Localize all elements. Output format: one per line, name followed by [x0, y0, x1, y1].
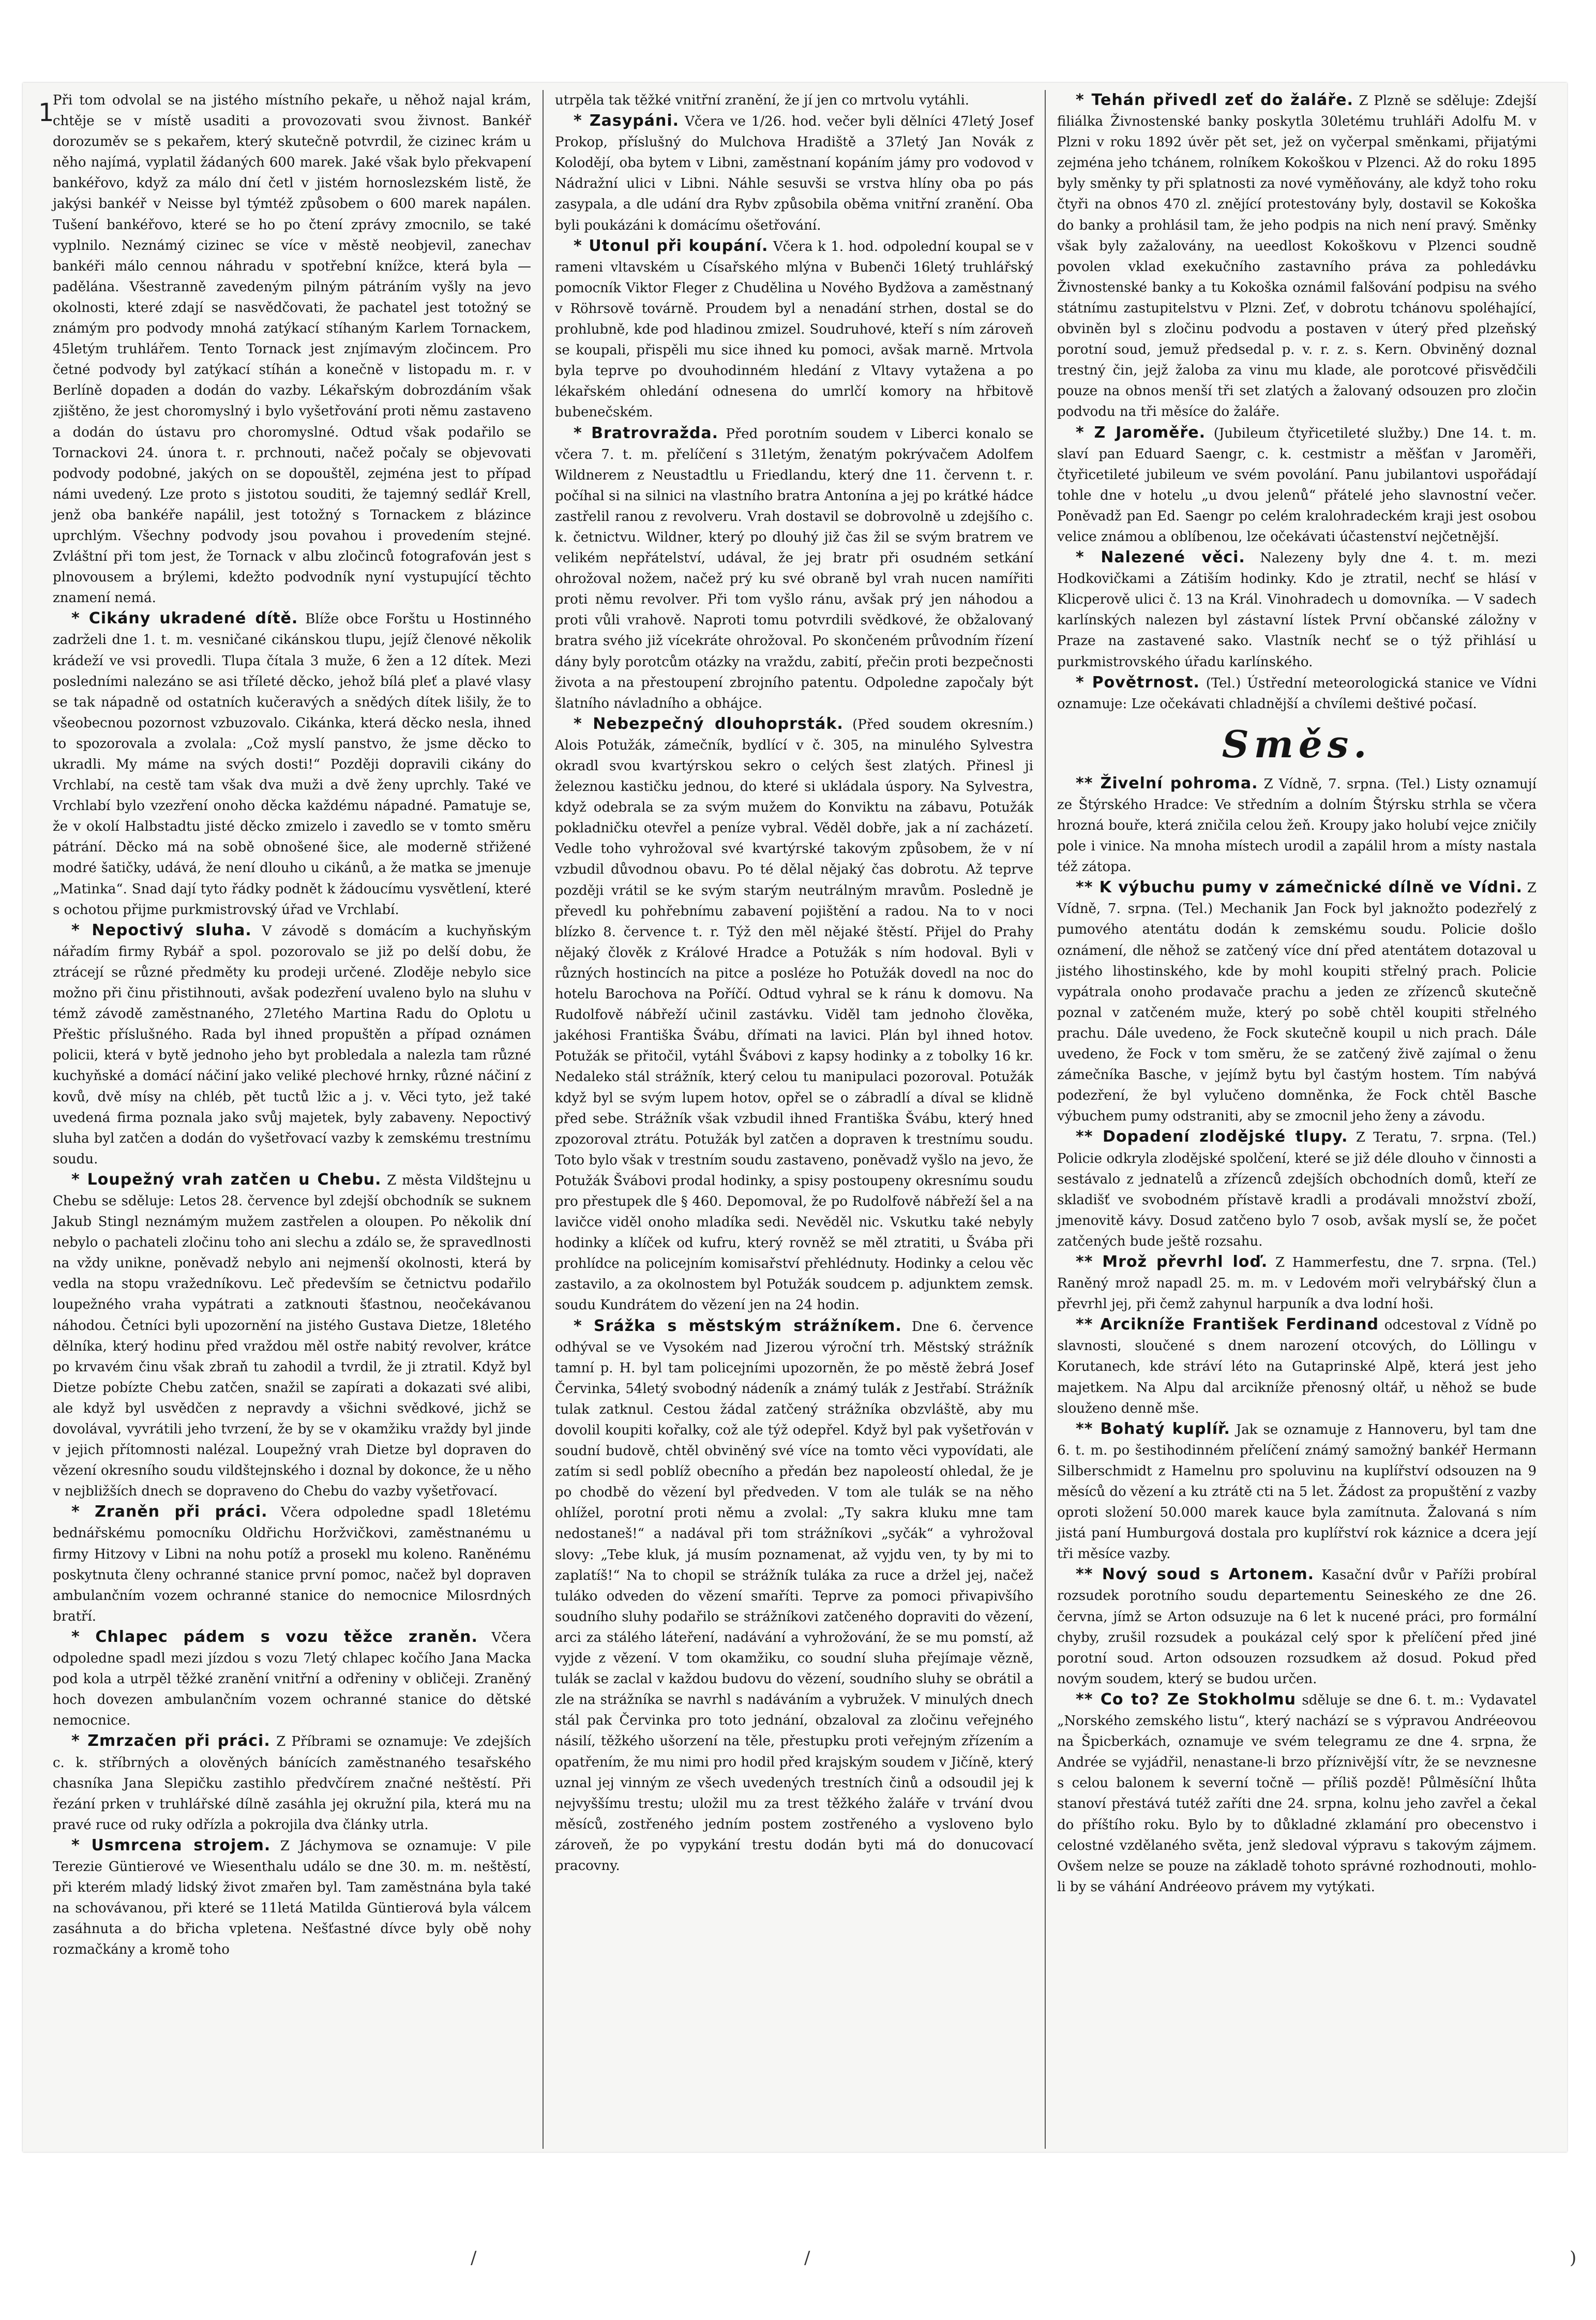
article-body: Včera ve 1/26. hod. večer byli dělníci 47letý Josef Prokop, příslušný do Mulchova Hradiště a 37letý Jan Novák z Kolodějí, oba bytem v Libni, zaměstnaní kopáním jámy pro vodovod v Nádražní ulici v Libni. Náhle sesuvši se vrstva hlíny oba po pás zasypala, a dle udání dra Rybv způsobila oběma vnitřní zranění. Oba byli poukázáni k domácímu ošetřování. — [555, 114, 1033, 233]
article-headline: * Cikány ukradené dítě. — [71, 609, 298, 628]
article-headline: * Bratrovražda. — [574, 424, 718, 442]
article-body: Dne 6. července odhýval se ve Vysokém nad Jizerou výroční trh. Městský strážník tamní p. H. byl tam policejními upozorněn, že po městě žebrá Josef Červinka, 54letý svobodný nádeník a známý tulák z Jestřabí. Strážník tulak zatknul. Cestou žádal zatčený strážníka obzvláště, aby mu dovolil koupiti kořalky, což ale týž odepřel. Když byl pak vyšetřován v soudní budově, chtěl obviněný své více na tomto věci vypovídati, ale zatím si sedl poblíž obecního a předán bez napoleostí ohledal, že je po chodbě do vězení byl předveden. V tom ale tulák se na něho ohlížel, porotní proti němu a zvolal: „Ty sakra kluku mne tam nedostaneš!“ a nadával při tom strážníkovi „syčák“ a vyhrožoval slovy: „Tebe kluk, já musím poznamenat, až vyjdu ven, ty by mi to zaplatíš!“ Na to chopil se strážník tuláka za ruce a držel jej, načež tuláko odveden do vězení smaříti. Teprve za pomoci přivapivšího soudního sluhy podařilo se strážníkovi zatčeného dopraviti do vězení, arci za stálého láteření, nadávání a vyhrožování, že se mu pomstí, až vyjde z vězení. V tom okamžiku, co soudní sluha přejímaje vězně, tulák se zaclal v každou budovu do vězení, soudního sluhy se obrátil a zle na strážníka se navrhl s nadáváním a vybružek. V minulých dnech stál pak Červinka pro toto jednání, obzaloval za zločinu veřejného násilí, těžkého ušorzení na těle, přestupku proti veřejným zřízením a opatřením, že mu nimi pro hodil před krajským soudem v Jičíně, který uznal jej vinným ze všech uvedených trestních činů a odsoudil jej k nejvyššímu trestu; uložil mu za trest těžkého žaláře v trvání dvou měsíců, zostřeného jedním postem zostřeného a vysloveno bylo zároveň, že po vypykání trestu dodán byti má do donucovací pracovny. — [555, 1319, 1033, 1874]
article — [1057, 90, 1537, 423]
article — [555, 111, 1033, 236]
article-headline: ** Mrož převrhl loď. — [1076, 1252, 1268, 1271]
article-body: (Před soudem okresním.) Alois Potužák, zámečník, bydlící v č. 305, na minulého Sylvestra okradl svou kvartýrskou sekro o celých šest zlatých. Přinesl ji železnou kastičku jednou, do které si ukládala úspory. Na Sylvestra, když odebrala se za svým mužem do Konviktu na zábavu, Potužák pokladničku otevřel a peníze vybral. Věděl dobře, jak a ní zacházetí. Vedle toho vyhrožoval své kvartýrské takovým způsobem, že v ní vzbudil důvodnou obavu. Po té dělal nějaký čas dobrotu. Až teprve později vrátil se ke svým starým neutrálným mravům. Posledně je převedl ku pohřebnímu zabavení pojištění a radou. Na to v noci blízko 8. července t. r. Týž den měl nějaké štěstí. Přijel do Prahy nějaký člověk z Králové Hradce a Potužák s ním hodoval. Byli v různých hostincích na pitce a posléze ho Potužák dovedl na noc do hotelu Barochova na Poříčí. Odtud vyhral se k ránu k domovu. Na Rudolfově nábřeží učinil zastávku. Viděl tam jednoho člověka, jakéhosi Františka Švábu, dřímati na lavici. Plán byl ihned hotov. Potužák se přitočil, vytáhl Švábovi z kapsy hodinky a z tobolky 16 kr. Nedaleko stál strážník, který celou tu manipulaci pozoroval. Potužák když byl se svým lupem hotov, opřel se o zábradlí a díval se klidně před sebe. Strážník však vzbudil ihned Františka Švábu, který hned zpozoroval ztrátu. Potužák byl zatčen a dopraven k trestnímu soudu. Toto bylo však v trestním soudu zastaveno, poněvadž vyšlo na jevo, že Potužák Švábovi prodal hodinky, a spisy postoupeny okresnímu soudu pro přestupek dle § 460. Depomoval, že po Rudolfově nábřeží šel a na lavičce viděl onoho mladíka sedi. Nevěděl nic. Vskutku také nebyly hodinky a klíček od kufru, který rovněž se měl ztratiti, u Švába při prohlídce na policejním komisařství přehlédnuty. Hodinky a celou věc zastavilo, a za okolnostem byl Potužák soudcem p. adjunktem zemsk. soudu Kundrátem do vězení jen na 24 hodin. — [555, 716, 1033, 1313]
column-2 — [544, 90, 1046, 2149]
page-number: 1 — [38, 98, 54, 127]
article — [53, 920, 531, 1170]
article-body: (Jubileum čtyřicetileté služby.) Dne 14. t. m. slaví pan Eduard Saengr, c. k. cestmistr a měšťan v Jaroměři, čtyřicetileté jubileum ve svém povolání. Panu jubilantovi uspořádají tohle dne v hotelu „u dvou jelenů“ přátelé jeho slavnostní večer. Poněvadž pan Ed. Saengr po celém kralohradeckém kraji jest osobou velice známou a oblíbenou, lze očekávati účastenství nejčetnější. — [1057, 425, 1537, 545]
article — [53, 1502, 531, 1627]
article-headline: * Zmrzačen při práci. — [71, 1732, 270, 1750]
article-body: Při tom odvolal se na jistého místního pekaře, u něhož najal krám, chtěje se v místě usaditi a provozovati svou živnost. Bankéř dorozuměv se s pekařem, který skutečně potvrdil, že cizinec krám u něho najímá, vyplatil žádaných 600 marek. Jaké však bylo překvapení bankéřovo, když za málo dní četl v jistém hornoslezském listě, že jakýsi bankéř v Neisse byl týmtéž způsobem o 600 marek napálen. Tušení bankéřovo, které se ho po čtení zprávy zmocnilo, se také vyplnilo. Neznámý cizinec se více v městě neobjevil, zanechav bankéři málo cennou náhradu v spotřební knížce, která byla — padělána. Všestranně zavedeným pilným pátráním vyšly na jevo okolnosti, které zdají se nasvědčovati, že pachatel jest totožný se známým pro podvody mnohá zatýkací stíhaným Karlem Tornackem, 45letým truhlářem. Tento Tornack jest znjímavým zločincem. Pro četné podvody byl zatýkací stíhán a konečně v listopadu m. r. v Berlíně dopaden a dodán do vazby. Lékařským dobrozdáním však zjištěno, že jest choromyslný i bylo vyšetřování proti němu zastaveno a dodán do ústavu pro choromyslné. Odtud však podařilo se Tornackovi 24. února t. r. prchnouti, načež počaly se objevovati podvody podobné, jakých on se dopouštěl, zejména jest to případ námi uvedený. Lze proto s jistotou souditi, že tajemný sedlář Krell, jenž oba bankéře napálil, jest totožný s Tornackem z blázince uprchlým. Všechny podvody jsou povahou i provedením stejné. Zvláštní při tom jest, že Tornack v albu zločinců fotografován jest s plnovousem a brýlemi, kdežto podvodník nyní vystupující těchto znamení nemá. — [53, 93, 531, 606]
article — [1057, 773, 1537, 877]
article — [1057, 672, 1537, 714]
footer-mark-right: ) — [1570, 2248, 1577, 2268]
article-headline: * Loupežný vrah zatčen u Chebu. — [71, 1170, 382, 1189]
article-headline: * Nebezpečný dlouhoprsták. — [574, 714, 844, 733]
article-headline: ** Arcikníže František Ferdinand — [1076, 1315, 1379, 1334]
article-headline: * Tehán přivedl zeť do žaláře. — [1076, 91, 1353, 109]
article-body: Blíže obce Forštu u Hostinného zadrželi dne 1. t. m. vesničané cikánskou tlupu, jejíž členové několik krádeží ve vsi provedli. Tlupa čítala 3 muže, 6 žen a 12 dítek. Mezi posledními nalezáno se asi tříleté děcko, jehož bílá pleť a plavé vlasy se tak nápadně od ostatních kučeravých a snědých dítek lišily, že to všeobecnou pozornost vzbuzovalo. Cikánka, která děcko nesla, ihned to spozorovala a zvolala: „Což myslí panstvo, že jsme děcko to ukradli. My máme na svých dosti!“ Později dopravili cikány do Vrchlabí, na cestě tam však dva muži a dvě ženy uprchly. Také ve Vrchlabí bylo vzezření onoho děcka každému nápadné. Pamatuje se, že v okolí Halbstadtu jisté děcko zmizelo i zavedlo se v tomto směru pátrání. Děcko má na sobě obnošené šice, ale moderně střižené modré šatičky, udává, že není dlouho u cikánů, a že matka se jmenuje „Matinka“. Snad dají tyto řádky podnět k žádoucímu vysvětlení, které s ochotou přijme purkmistrovský úřad ve Vrchlabí. — [53, 611, 531, 918]
article — [1057, 1419, 1537, 1565]
column-1 — [41, 90, 544, 2149]
article-headline: * Povětrnost. — [1076, 673, 1200, 692]
columns — [41, 90, 1548, 2149]
article-headline: ** K výbuchu pumy v zámečnické dílně ve Vídni. — [1076, 878, 1523, 897]
article-body: sděluje se dne 6. t. m.: Vydavatel „Norského zemského listu“, který nachází se s výpravou Andréeovou na Špicberkách, oznamuje ve svém telegramu ze dne 4. srpna, že Andrée se vyjádřil, nenastane-li brzo příznivější vítr, že se nevznesne s celou balonem k severní točně — příliš pozdě! Půlměsíční lhůta stanoví přestává tutéž zaříti dne 24. srpna, kolnu jeho zavřel a čekal do příštího roku. Bylo by to důkladné zklamání pro obecenstvo i celostné vzdělaného světa, jenž sledoval výpravu s takovým zájmem. Ovšem nelze se pouze na základě tohoto správné rozhodnouti, mohlo-li by se váhání Andréeovo právem my vytýkati. — [1057, 1692, 1537, 1895]
article-headline: ** Živelní pohroma. — [1076, 774, 1258, 792]
article-body: V závodě s domácím a kuchyňským nářadím firmy Rybář a spol. pozorovalo se již po delší dobu, že ztrácejí se různé předměty ku prodeji určené. Zloděje nebylo sice možno při činu přistihnouti, avšak podezření uvaleno bylo na sluhu v témž závodě zaměstnaného, 27letého Martina Radu do Oplotu u Přeštic příslušného. Rada byl ihned propuštěn a případ oznámen policii, která v bytě jednoho jeho byt probledala a nalezla tam různé kuchyňské a domácí náčiní jako veliké plechové hrnky, různé náčiní z kovů, dvě mísy na chléb, pět tuctů lžic a j. v. Věci tyto, jež také uvedená firma poznala jako svůj majetek, byly zabaveny. Nepoctivý sluha byl zatčen a dodán do vyšetřovací vazby k zemskému trestnímu soudu. — [53, 923, 531, 1167]
article — [1057, 1252, 1537, 1314]
newspaper-page — [23, 83, 1567, 2152]
article-body: Včera odpoledne spadl 18letému bednářskému pomocníku Oldřichu Horžvičkovi, zaměstnanému u firmy Hitzovy v Libni na nohu potíž a prosekl mu koleno. Raněnému poskytnuta členy ochranné stanice první pomoc, načež byl dopraven ambulančním vozem ochranné stanice do nemocnice Milosrdných bratří. — [53, 1505, 531, 1624]
article-headline: ** Dopadení zlodějské tlupy. — [1076, 1128, 1348, 1146]
article — [53, 608, 531, 920]
article — [53, 1731, 531, 1835]
article — [555, 236, 1033, 423]
article-body: Z Teratu, 7. srpna. (Tel.) Policie odkryla zlodějské spolčení, které se již déle dlouho v činnosti a sestávalo z jednatelů a zřízenců zdejších obchodních domů, kteří ze skladišť ve svobodném přístavě kradli a prodávali množství zboží, jmenovitě kávy. Dosud zatčeno bylo 7 osob, avšak myslí se, že počet zatčených bude ještě rozsahu. — [1057, 1130, 1537, 1249]
section-title: Směs. — [1222, 722, 1372, 766]
article — [1057, 1127, 1537, 1252]
article — [53, 1627, 531, 1731]
article-body: Z Vídně, 7. srpna. (Tel.) Mechanik Jan Fock byl jaknožto podezřelý z pumového atentátu dodán k zemskému soudu. Policie došlo oznámení, dle něhož se zatčený více dní před atentátem dotazoval u jistého lihostinského, kde by mohl koupiti střelný prach. Policie vypátrala onoho prodavače prachu a jeden ze zřízenců skutečně poznal v zatčeném muže, který po sobě chtěl koupiti střelného prachu. Dále uvedeno, že Fock skutečně koupil u nich prach. Dále uvedeno, že Fock v tom směru, že se zatčený živě zajímal o ženu zámečníka Basche, v jejímž bytu byl častým hostem. Tím nabývá podezření, že byl vylučeno domněnka, že Fock chtěl Basche výbuchem pumy odstraniti, aby se zmocnil jeho ženy a závodu. — [1057, 880, 1537, 1125]
article-body: Nalezeny byly dne 4. t. m. mezi Hodkovičkami a Zátiším hodinky. Kdo je ztratil, nechť se hlásí v Klicperově ulici č. 13 na Král. Vinohradech u domovníka. — V sadech karlínských nalezen byl zástavní lístek První občanské záložny v Praze na zastavené sako. Vlastník nechť se o týž přihlásí u purkmistrovského úřadu karlínského. — [1057, 550, 1537, 670]
article-headline: * Chlapec pádem s vozu těžce zraněn. — [71, 1627, 478, 1646]
article-headline: * Z Jaroměře. — [1076, 423, 1206, 442]
article-headline: * Utonul při koupání. — [574, 236, 769, 255]
article-headline: ** Bohatý kuplíř. — [1076, 1419, 1230, 1438]
article-headline: * Usmrcena strojem. — [71, 1836, 271, 1854]
article-body: Včera k 1. hod. odpolední koupal se v rameni vltavském u Císařského mlýna v Bubenči 16letý truhlářský pomocník Viktor Fleger z Chudělina u Nového Bydžova a zaměstnaný v Röhrsově továrně. Proudem byl a nenadání strhen, dostal se do prohlubně, kde pod hladinou zmizel. Soudruhové, kteří s ním zároveň se koupali, přispěli mu sice ihned ku pomoci, avšak marně. Mrtvola byla teprve po dvouhodinném hledání z Vltavy vytažena a po lékařském ohledání odnesena do umrlčí komory na hřbitově bubenečském. — [555, 238, 1033, 421]
article-headline: ** Co to? Ze Stokholmu — [1076, 1690, 1296, 1709]
article — [1057, 547, 1537, 672]
article — [1057, 1564, 1537, 1689]
article-body: (Tel.) Ústřední meteorologická stanice ve Vídni oznamuje: Lze očekávati chladnější a chvílemi deštivé počasí. — [1057, 675, 1537, 712]
footer-mark-left: / — [471, 2248, 477, 2268]
article — [555, 714, 1033, 1316]
article — [555, 423, 1033, 714]
article-body: Z Vídně, 7. srpna. (Tel.) Listy oznamují ze Štýrského Hradce: Ve středním a dolním Štýrsku strhla se včera hrozná bouře, která zničila celou žeň. Kroupy jako holubí vejce zničily pole i vinice. Na mnoha místech urodil a zapálil hrom a místy nastala též zátopa. — [1057, 776, 1537, 875]
article-headline: * Zraněn při práci. — [71, 1503, 268, 1521]
article — [1057, 1314, 1537, 1418]
article — [1057, 1689, 1537, 1897]
article-body: odcestoval z Vídně po slavnosti, sloučené s dnem narození otcových, do Löllingu v Korutanech, kde stráví léto na Gutaprinské Alpě, která jest jeho majetkem. Na Alpu dal arcikníže přenosný oltář, u něhož se bude slouženo denně mše. — [1057, 1318, 1537, 1416]
article — [53, 1835, 531, 1960]
article — [1057, 877, 1537, 1127]
article-body: Kasační dvůr v Paříži probíral rozsudek porotního soudu departementu Seineského ze dne 26. června, jímž se Arton odsuzuje na 6 let k nucené práci, pro formální chyby, zrušil rozsudek a poukázal celý spor k přelíčení před jiné porotní soud. Arton odsouzen rozsudkem až dosud. Pokud před novým soudem, který se budou určen. — [1057, 1567, 1537, 1687]
article-headline: * Nalezené věci. — [1076, 548, 1245, 567]
article-body: Z města Vildštejnu u Chebu se sděluje: Letos 28. července byl zdejší obchodník se suknem Jakub Stingl neznámým mužem zastřelen a oloupen. Po několik dní nebylo o pachateli zločinu toho ani slechu a zdálo se, že spravedlnosti na vždy unikne, poněvadž nebylo ani nejmenší okolnosti, která by vedla na stopu vražedníkovu. Leč především se četnictvu podařilo loupežného vraha vypátrati a zatknouti šťastnou, neočekávanou náhodou. Četníci byli upozornění na jistého Gustava Dietze, 18letého dělníka, který hodinu před vraždou měl ostře nabitý revolver, krátce po krvavém činu však zbraň tu zahodil a tvrdil, že ji ztratil. Když byl Dietze pobízte Chebu zatčen, snažil se zapírati a dokazati své alibi, ale když byl usvědčen z nepravdy a všichni svědkové, jichž se dovolával, vyvrátili jeho tvrzení, že by se v okamžiku vraždy byl jinde v jejich přítomnosti nalézal. Loupežný vrah Dietze byl dopraven do vězení okresního soudu vildštejnského i doznal by dokonce, že u něho v nejbližších dnech se dopraveno do Chebu do vazby vyšetřovací. — [53, 1172, 532, 1500]
article-headline: ** Nový soud s Artonem. — [1076, 1565, 1315, 1584]
article — [53, 90, 531, 608]
article-body: Z Plzně se sděluje: Zdejší filiálka Živnostenské banky poskytla 30letému truhláři Adolfu M. v Plzni v roku 1892 úvěr pět set, jež on vyčerpal směnkami, přijatými zejména jeho tchánem, rolníkem Kokoškou v Plzenci. Až do roku 1895 byly směnky ty při splatnosti za nové vyměňovány, ale když toho roku čtyři na obnos 470 zl. znějící protestovány byly, dostavil se Kokoška do banky a prohlásil tam, že jeho podpis na nich není pravý. Směnky však byly zažalovány, na ueedlost Kokoškovu v Plzenci soudně povolen vklad exekučního zastavního práva za pohledávku Živnostenské banky a tu Kokoška oznámil falšování podpisu na svého státnímu zastupitelstvu v Plzni. Zeť, v dobrotu tchánovu spoléhající, obviněn byl s zločinu podvodu a postaven v úterý před plzeňský porotní soud, jemuž předsedal p. v. r. z. s. Kern. Obviněný doznal trestný čin, jejž žaloba za vinu mu klade, ale porotcové přisvědčili pouze na obnos menší tři set zlatých a žalovaný odsouzen pro zločin podvodu na tři měsíce do žaláře. — [1057, 93, 1537, 420]
article-headline: * Nepoctivý sluha. — [71, 921, 252, 939]
article-body: Jak se oznamuje z Hannoveru, byl tam dne 6. t. m. po šestihodinném přelíčení známý samožný bankéř Hermann Silberschmidt z Hamelnu pro spoluvinu na kuplířství odsouzen na 9 měsíců do vězení a ku ztrátě cti na 5 let. Žádost za propuštění z vazby oproti složení 50.000 marek kauce byla zamítnuta. Žalovaná s ním jistá paní Humburgová dostala pro kuplířství rok káznice a dcera její tři měsíce vazby. — [1057, 1421, 1537, 1562]
article — [1057, 423, 1537, 548]
article — [53, 1170, 531, 1502]
article-headline: * Srážka s městským strážníkem. — [574, 1316, 902, 1335]
article-body: Před porotním soudem v Liberci konalo se včera 7. t. m. přelíčení s 31letým, ženatým pokrývačem Adolfem Wildnerem z Neustadtlu u Friedlandu, který dne 11. červenn t. r. počíhal si na silnici na vlastního bratra Antonína a jej po krátké hádce zastřelil ranou z revolveru. Vrah dostavil se dobrovolně u zdejšího c. k. četnictvu. Wildner, který po dlouhý již čas žil se svým bratrem ve velikém nepřátelství, udával, že jej bratr při osudném setkání ohrožoval nožem, načež prý ku své obraně byl vrah nucen namířiti proti němu revolver. Při tom vyšlo ránu, avšak prý jen náhodou a proti vůli vrahově. Naproti tomu potvrdili svědkové, že obžalovaný bratra svého již vícekráte ohrožoval. Po skončeném průvodním řízení dány byly porotcům otázky na vraždu, zabití, přečin proti bezpečnosti života a na přestoupení zbrojního patentu. Odpoledne započaly být šlatního návladního a obhájce. — [555, 426, 1034, 711]
footer-mark-center: / — [804, 2248, 810, 2268]
article-body: Z Jáchymova se oznamuje: V pile Terezie Güntierové ve Wiesenthalu událo se dne 30. m. m. neštěstí, při kterém mladý lidský život zmařen byl. Tam zaměstnána byla také na schovávanou, při které se 11letá Matilda Güntierová byla válcem zasáhnuta a do břicha vpletena. Nešťastné dívce byly obě nohy rozmačkány a kromě toho — [53, 1838, 532, 1958]
article-body: Z Hammerfestu, dne 7. srpna. (Tel.) Raněný mrož napadl 25. m. m. v Ledovém moři velrybářský člun a převrhl jej, při čemž zahynul harpuník a dva lodní hoši. — [1057, 1254, 1537, 1312]
article — [555, 1316, 1033, 1877]
article-body: Včera odpoledne spadl mezi jízdou s vozu 7letý chlapec kočího Jana Macka pod kola a utrpěl těžké zranění vnitřní a odřeniny v obličeji. Zraněný hoch dovezen ambulančním vozem ochranné stanice do dětské nemocnice. — [53, 1629, 532, 1729]
article-body: utrpěla tak těžké vnitřní zranění, že jí jen co mrtvolu vytáhli. — [555, 93, 970, 108]
column-3 — [1046, 90, 1548, 2149]
article — [555, 90, 1033, 111]
article-headline: * Zasypáni. — [574, 112, 680, 130]
article-body: Z Příbrami se oznamuje: Ve zdejších c. k. stříbrných a olověných bánících zaměstnaného tesařského chasníka Jana Slepičku zastihlo předvčírem značné neštěstí. Při řezání prken v truhlářské dílně zasáhla jej okružní pila, která mu na pravé ruce od ruky odřízla a pokrojila dva články utrla. — [53, 1734, 531, 1833]
